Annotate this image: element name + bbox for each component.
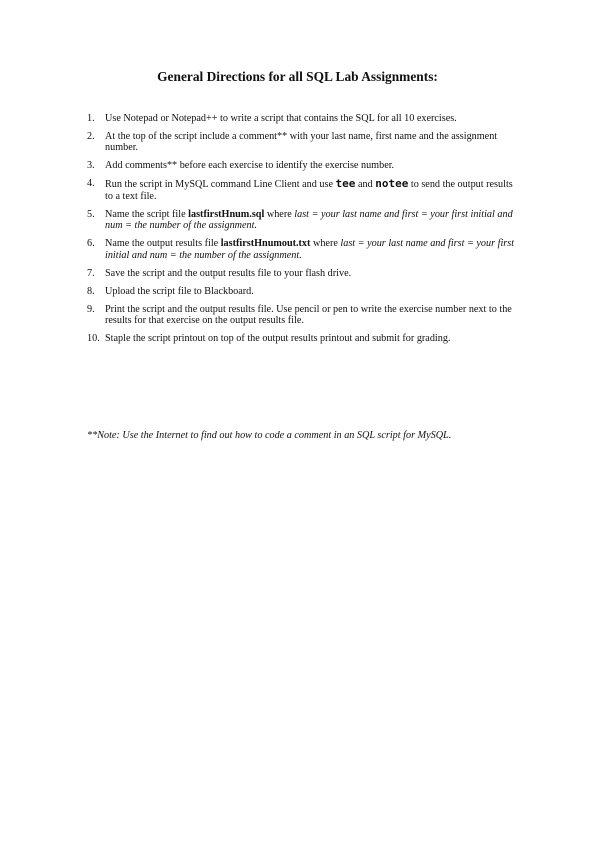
- notee-command: notee: [375, 177, 409, 191]
- item-text-part: and: [355, 179, 376, 191]
- item-text-part: where: [310, 238, 341, 250]
- item-number: 9.: [87, 303, 95, 315]
- item-text: Staple the script printout on top of the output results printout and submit for grading.: [105, 333, 451, 345]
- tee-command: tee: [335, 177, 356, 191]
- list-item: [87, 333, 517, 344]
- list-item: [87, 209, 517, 232]
- filename-description: last = your last name and first = your first initial and num = the number of the assignment.: [105, 238, 515, 261]
- item-number: 6.: [87, 238, 95, 250]
- item-text: Add comments** before each exercise to identify the exercise number.: [105, 160, 395, 172]
- list-item: [87, 286, 517, 297]
- list-item: [87, 178, 517, 202]
- item-number: 3.: [87, 160, 95, 172]
- item-text: Print the script and the output results file. Use pencil or pen to write the exercise number next to the results for that exercise on the output results file.: [105, 303, 512, 327]
- script-filename: lastfirstHnum.sql: [188, 208, 265, 220]
- item-text-part: to send the output results to a text file.: [105, 179, 513, 202]
- list-item: [87, 238, 517, 261]
- item-text: [105, 238, 517, 261]
- list-item: [87, 304, 517, 327]
- filename-description: last = your last name and first = your first initial and num = the number of the assignment.: [105, 208, 513, 232]
- output-filename: lastfirstHnumout.txt: [220, 238, 311, 250]
- item-text-part: where: [264, 208, 295, 220]
- list-item: [87, 268, 517, 279]
- item-number: 8.: [87, 285, 95, 297]
- item-number: 7.: [87, 267, 95, 279]
- item-text: [105, 209, 517, 232]
- item-text-part: Name the output results file: [105, 238, 221, 250]
- directions-list: [87, 113, 517, 351]
- list-item: [87, 131, 517, 154]
- list-item: [87, 160, 517, 171]
- item-number: 1.: [87, 113, 95, 124]
- footnote: **Note: Use the Internet to find out how to code a comment in an SQL script for MySQL.: [87, 430, 452, 441]
- list-item: [87, 113, 517, 124]
- item-number: 2.: [87, 131, 95, 142]
- item-number: 5.: [87, 208, 95, 220]
- item-number: 10.: [87, 333, 100, 345]
- item-text: Upload the script file to Blackboard.: [105, 285, 254, 297]
- item-text: At the top of the script include a comment** with your last name, first name and the assignment number.: [105, 131, 498, 154]
- item-text: Use Notepad or Notepad++ to write a script that contains the SQL for all 10 exercises.: [105, 113, 457, 124]
- document-title: General Directions for all SQL Lab Assignments:: [157, 69, 438, 84]
- item-text-part: Name the script file: [105, 208, 189, 220]
- item-text-part: Run the script in MySQL command Line Client and use: [105, 179, 336, 191]
- item-text: [105, 178, 517, 202]
- item-number: 4.: [87, 178, 95, 190]
- item-text: Save the script and the output results file to your flash drive.: [105, 267, 352, 279]
